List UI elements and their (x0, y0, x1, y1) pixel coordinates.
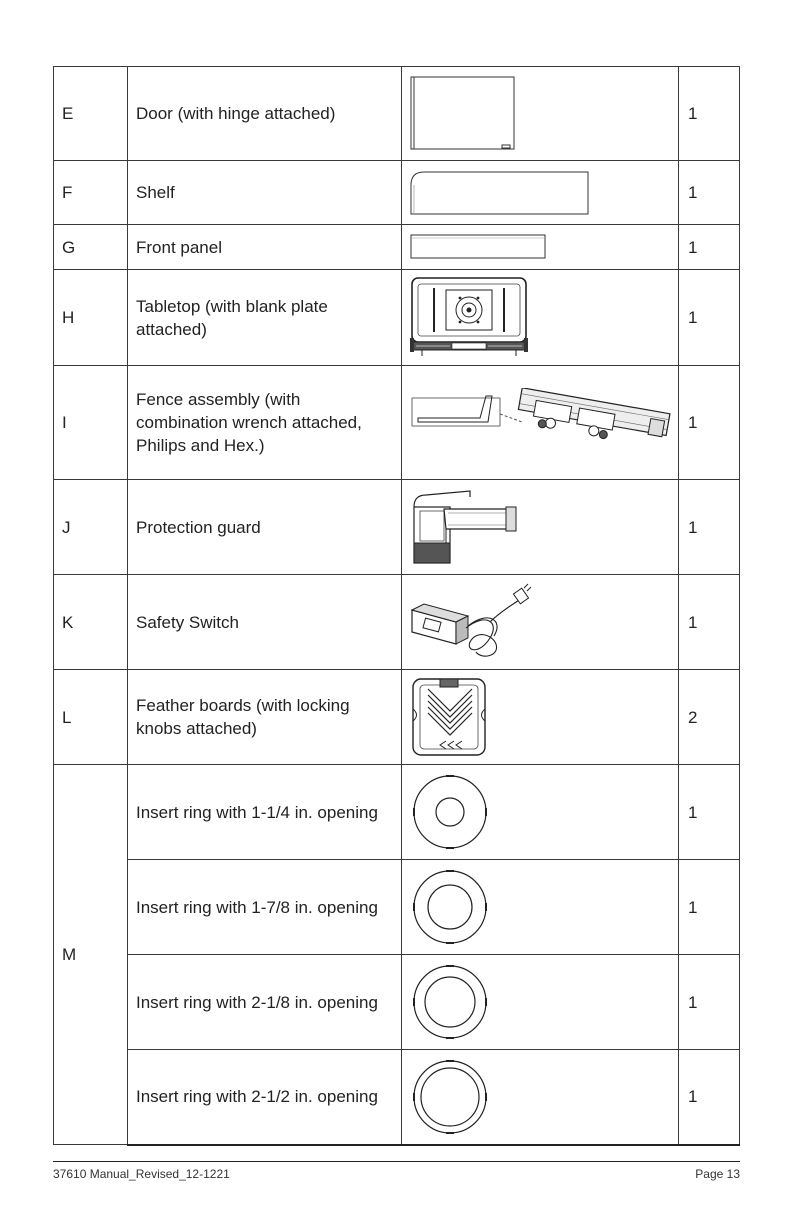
safety-switch-illustration (410, 582, 535, 662)
insert-ring-illustration (410, 772, 490, 852)
part-quantity: 1 (679, 575, 740, 670)
footer-divider (53, 1161, 740, 1162)
part-description: Fence assembly (with combination wrench attached, Philips and Hex.) (128, 366, 402, 480)
table-row (54, 366, 740, 480)
footer-page-number: Page 13 (695, 1167, 740, 1181)
table-row (54, 480, 740, 575)
insert-ring-illustration (410, 867, 490, 947)
part-image (402, 670, 679, 765)
part-image (402, 575, 679, 670)
part-description: Front panel (128, 225, 402, 270)
part-description: Insert ring with 2-1/2 in. opening (128, 1050, 402, 1145)
table-row (54, 955, 740, 1050)
part-letter: M (54, 765, 128, 1145)
front-panel-illustration (410, 234, 550, 260)
part-letter: E (54, 67, 128, 161)
part-quantity: 1 (679, 1050, 740, 1145)
part-description: Shelf (128, 161, 402, 225)
table-row (54, 860, 740, 955)
part-quantity: 1 (679, 270, 740, 366)
table-row (54, 765, 740, 860)
part-description: Tabletop (with blank plate attached) (128, 270, 402, 366)
part-letter: F (54, 161, 128, 225)
part-quantity: 1 (679, 161, 740, 225)
part-quantity: 1 (679, 67, 740, 161)
table-row (54, 670, 740, 765)
part-quantity: 1 (679, 225, 740, 270)
parts-list-table (53, 66, 740, 1146)
part-image (402, 480, 679, 575)
protection-guard-illustration (410, 487, 525, 567)
part-quantity: 1 (679, 765, 740, 860)
fence-assembly-illustration (410, 388, 672, 458)
door-illustration (410, 76, 520, 152)
table-row (54, 1050, 740, 1145)
table-row (54, 575, 740, 670)
part-quantity: 1 (679, 366, 740, 480)
tabletop-illustration (410, 276, 535, 360)
insert-ring-illustration (410, 1057, 490, 1137)
part-image (402, 955, 679, 1050)
part-letter: K (54, 575, 128, 670)
part-image (402, 225, 679, 270)
part-image (402, 67, 679, 161)
part-description: Feather boards (with locking knobs attached) (128, 670, 402, 765)
part-letter: L (54, 670, 128, 765)
part-description: Insert ring with 2-1/8 in. opening (128, 955, 402, 1050)
part-letter: J (54, 480, 128, 575)
part-description: Insert ring with 1-7/8 in. opening (128, 860, 402, 955)
part-description: Door (with hinge attached) (128, 67, 402, 161)
part-description: Protection guard (128, 480, 402, 575)
part-description: Safety Switch (128, 575, 402, 670)
part-image (402, 765, 679, 860)
insert-ring-illustration (410, 962, 490, 1042)
table-row (54, 225, 740, 270)
part-description: Insert ring with 1-1/4 in. opening (128, 765, 402, 860)
part-quantity: 2 (679, 670, 740, 765)
part-letter: I (54, 366, 128, 480)
part-letter: G (54, 225, 128, 270)
feather-board-illustration (410, 675, 490, 759)
part-image (402, 161, 679, 225)
part-quantity: 1 (679, 480, 740, 575)
part-letter: H (54, 270, 128, 366)
table-row (54, 161, 740, 225)
part-image (402, 1050, 679, 1145)
shelf-illustration (410, 171, 590, 215)
footer-document-id: 37610 Manual_Revised_12-1221 (53, 1167, 230, 1181)
part-image (402, 270, 679, 366)
part-quantity: 1 (679, 955, 740, 1050)
part-image (402, 366, 679, 480)
part-image (402, 860, 679, 955)
part-quantity: 1 (679, 860, 740, 955)
table-row (54, 270, 740, 366)
table-row (54, 67, 740, 161)
